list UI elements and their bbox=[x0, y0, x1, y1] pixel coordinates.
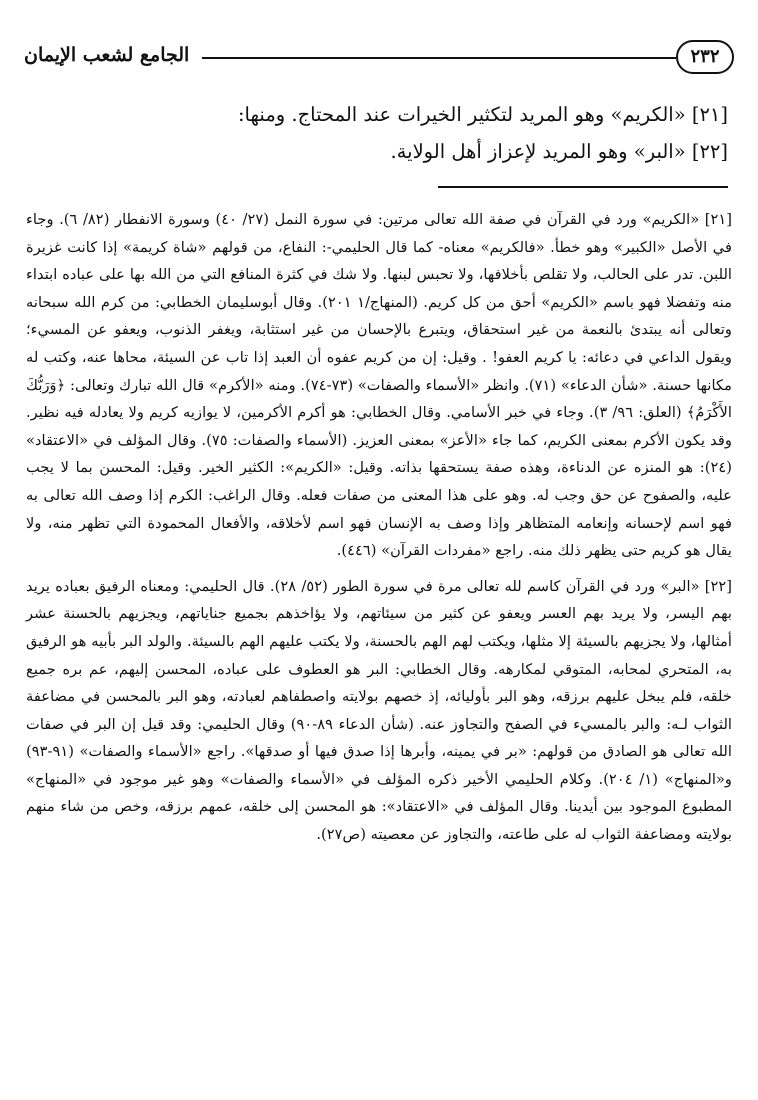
main-text-line-21: [٢١] «الكريم» وهو المريد لتكثير الخيرات عند المحتاج. ومنها: bbox=[237, 103, 728, 126]
page-header bbox=[24, 40, 734, 80]
page-number: ٢٣٢ bbox=[676, 40, 734, 74]
footnote-separator bbox=[438, 186, 728, 188]
running-title: الجامع لشعب الإيمان bbox=[24, 44, 190, 66]
footnote-21: [٢١] «الكريم» ورد في القرآن في صفة الله تعالى مرتين: في سورة النمل (٢٧/ ٤٠) وسورة الانفطار (٨٢/ ٦). وجاء في الأصل «الكبير» وهو خطأ. «فالكريم» معناه- كما قال الحليمي-: النفاع، من قولهم «شاة كريمة» إذا كانت غزيرة اللبن. تدر على الحالب، ولا تقلص بأخلافها، ولا تحبس لبنها. ولا شك في كثرة المنافع التي من الله بها على عباده ابتداء منه وتفضلا فهو باسم «الكريم» أحق من كل كريم. (المنهاج/١ ٢٠١). وقال أبوسليمان الخطابي: من كرم الله سبحانه وتعالى أنه يبتدئ بالنعمة من غير استحقاق، ويتبرع بالإحسان من غير استثابة، ويغفر الذنوب، ويعفو عن المسيء؛ ويقول الداعي في دعائه: يا كريم العفو! . وقيل: إن من كريم عفوه أن العبد إذا تاب عن السيئة، محاها عنه، وكتب له مكانها حسنة. «شأن الدعاء» (٧١). وانظر «الأسماء والصفات» (٧٣-٧٤). ومنه «الأكرم» قال الله تبارك وتعالى: ﴿وَرَبُّكَ الأَكْرَمُ﴾ (العلق: ٩٦/ ٣). وجاء في خبر الأسامي. وقال الخطابي: هو أكرم الأكرمين، لا يوازيه كريم ولا يعادله فيه نظير. وقد يكون الأكرم بمعنى الكريم، كما جاء «الأعز» بمعنى العزيز. (الأسماء والصفات: ٧٥). وقال المؤلف في «الاعتقاد» (٢٤): هو المنزه عن الدناءة، وهذه صفة يستحقها بذاته. وقيل: «الكريم»: الكثير الخير. وقيل: المحسن بما لا يجب عليه، والصفوح عن حق وجب له. وهو على هذا المعنى من صفات فعله. وقال الراغب: الكرم إذا وصف الله تعالى به فهو اسم لإحسانه وإنعامه المتظاهر وإذا وصف به الإنسان فهو اسم لأخلاقه، والأفعال المحمودة التي تظهر منه، ولا يقال هو كريم حتى يظهر ذلك منه. راجع «مفردات القرآن» (٤٤٦). bbox=[26, 211, 733, 560]
footnotes bbox=[26, 206, 732, 849]
header-rule bbox=[202, 57, 676, 59]
footnote-22: [٢٢] «البر» ورد في القرآن كاسم لله تعالى مرة في سورة الطور (٥٢/ ٢٨). قال الحليمي: ومعناه الرفيق بعباده يريد بهم اليسر، ولا يريد بهم العسر ويعفو عن كثير من سيئاتهم، ولا يؤاخذهم بجميع جناياتهم، ويجزيهم بالحسنة عشر أمثالها، ولا يجزيهم بالسيئة إلا مثلها، ويكتب لهم الهم بالحسنة، ولا يكتب عليهم الهم بالسيئة. والولد البر بأبيه هو الرفيق به، المتحري لمحابه، المتوقي لمكارهه. وقال الخطابي: البر هو العطوف على عباده، المحسن إليهم، عم بره جميع خلقه، فلم يبخل عليهم برزقه، وهو البر بأوليائه، إذ خصهم بولايته واصطفاهم لعبادته، وهو البر بالمحسن في مضاعفة الثواب لـه: والبر بالمسيء في الصفح والتجاوز عنه. (شأن الدعاء ٨٩-٩٠) وقال الحليمي: وقد قيل إن البر في صفات الله تعالى هو الصادق من قولهم: «بر في يمينه، وأبرها إذا صدق فيها أو صدقها». راجع «الأسماء والصفات» (٩١-٩٣) و«المنهاج» (١/ ٢٠٤). وكلام الحليمي الأخير ذكره المؤلف في «الأسماء والصفات» وهو غير موجود في «المنهاج» المطبوع الموجود بين أيدينا. وقال المؤلف في «الاعتقاد»: هو المحسن إلى خلقه، عمهم برزقه، وخص من شاء منهم بولايته ومضاعفة الثواب له على طاعته، والتجاوز عن معصيته (ص٢٧). bbox=[26, 577, 733, 844]
main-text bbox=[30, 96, 728, 170]
main-text-line-22: [٢٢] «البر» وهو المريد لإعزاز أهل الولاية. bbox=[390, 140, 728, 163]
